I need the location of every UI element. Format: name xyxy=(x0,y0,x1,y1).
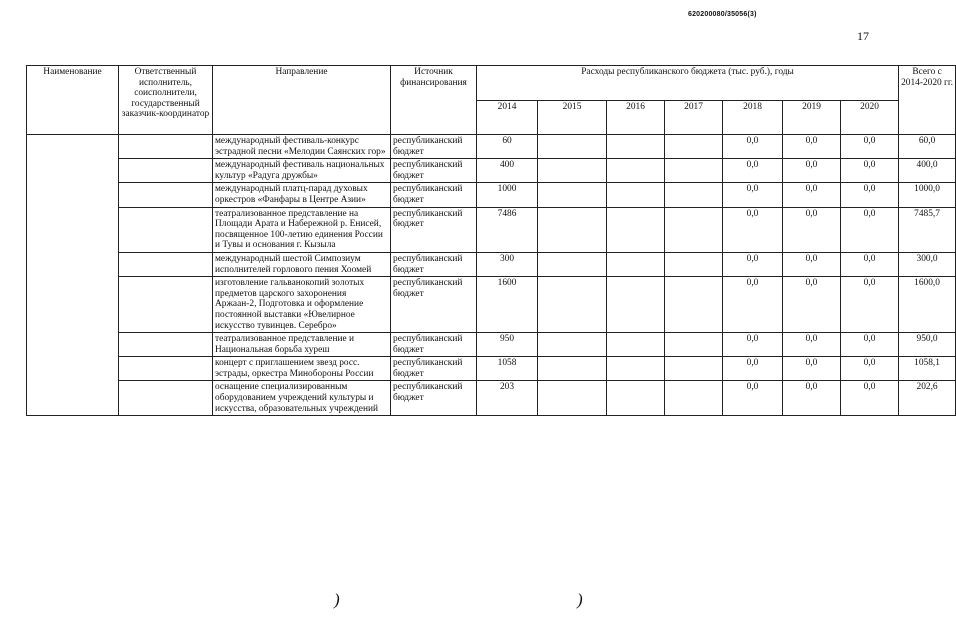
value-cell: 0,0 xyxy=(841,333,899,357)
total-cell: 1600,0 xyxy=(899,277,956,333)
value-cell xyxy=(607,357,665,381)
value-cell xyxy=(665,135,723,159)
value-cell: 0,0 xyxy=(783,252,841,276)
document-id: 620200080/35056(3) xyxy=(688,11,757,18)
header-year: 2015 xyxy=(538,100,607,135)
direction-cell: международный платц-парад духовых оркестров «Фанфары в Центре Азии» xyxy=(213,183,391,207)
total-cell: 300,0 xyxy=(899,252,956,276)
total-cell: 950,0 xyxy=(899,333,956,357)
direction-cell: оснащение специализированным оборудованием учреждений культуры и искусства, образовательных учреждений xyxy=(213,381,391,416)
value-cell: 0,0 xyxy=(841,381,899,416)
value-cell xyxy=(538,135,607,159)
table-row xyxy=(27,333,956,357)
value-cell xyxy=(538,252,607,276)
header-expenses: Расходы республиканского бюджета (тыс. руб.), годы xyxy=(477,66,899,101)
direction-cell: международный фестиваль-конкурс эстрадной песни «Мелодии Саянских гор» xyxy=(213,135,391,159)
value-cell xyxy=(665,183,723,207)
value-cell: 0,0 xyxy=(783,207,841,252)
header-year: 2019 xyxy=(783,100,841,135)
handwritten-mark: ) xyxy=(577,590,583,609)
header-row xyxy=(27,66,956,101)
value-cell: 0,0 xyxy=(783,135,841,159)
value-cell xyxy=(538,357,607,381)
value-cell: 0,0 xyxy=(841,183,899,207)
responsible-cell xyxy=(119,381,213,416)
header-year: 2016 xyxy=(607,100,665,135)
header-year: 2018 xyxy=(723,100,783,135)
source-cell: республиканский бюджет xyxy=(391,357,477,381)
value-cell: 0,0 xyxy=(783,183,841,207)
total-cell: 400,0 xyxy=(899,159,956,183)
header-source: Источник финансирования xyxy=(391,66,477,135)
value-cell xyxy=(665,333,723,357)
source-cell: республиканский бюджет xyxy=(391,207,477,252)
header-total: Всего с 2014-2020 гг. xyxy=(899,66,956,135)
value-cell: 0,0 xyxy=(723,135,783,159)
value-cell: 7486 xyxy=(477,207,538,252)
source-cell: республиканский бюджет xyxy=(391,135,477,159)
value-cell xyxy=(607,183,665,207)
value-cell: 0,0 xyxy=(723,277,783,333)
total-cell: 1058,1 xyxy=(899,357,956,381)
header-year: 2017 xyxy=(665,100,723,135)
value-cell: 0,0 xyxy=(783,277,841,333)
name-cell xyxy=(27,135,119,416)
total-cell: 1000,0 xyxy=(899,183,956,207)
responsible-cell xyxy=(119,135,213,159)
value-cell: 0,0 xyxy=(723,333,783,357)
value-cell: 0,0 xyxy=(783,381,841,416)
value-cell: 950 xyxy=(477,333,538,357)
table-row xyxy=(27,357,956,381)
header-responsible: Ответственный исполнитель, соисполнители, государственный заказчик-координатор xyxy=(119,66,213,135)
value-cell xyxy=(607,135,665,159)
value-cell: 0,0 xyxy=(841,277,899,333)
value-cell: 60 xyxy=(477,135,538,159)
responsible-cell xyxy=(119,207,213,252)
responsible-cell xyxy=(119,277,213,333)
value-cell xyxy=(665,207,723,252)
value-cell xyxy=(607,159,665,183)
value-cell xyxy=(538,183,607,207)
budget-table xyxy=(26,65,956,416)
direction-cell: международный шестой Симпозиум исполнителей горлового пения Хоомей xyxy=(213,252,391,276)
value-cell: 0,0 xyxy=(723,207,783,252)
value-cell: 0,0 xyxy=(723,357,783,381)
direction-cell: изготовление гальванокопий золотых предметов царского захоронения Аржаан-2, Подготовка и оформление постоянной выставки «Ювелирное искусство тувинцев. Серебро» xyxy=(213,277,391,333)
value-cell xyxy=(538,333,607,357)
value-cell xyxy=(538,381,607,416)
source-cell: республиканский бюджет xyxy=(391,252,477,276)
direction-cell: концерт с приглашением звезд росс. эстрады, оркестра Минобороны России xyxy=(213,357,391,381)
value-cell: 0,0 xyxy=(841,252,899,276)
value-cell xyxy=(665,357,723,381)
table-row xyxy=(27,252,956,276)
value-cell: 0,0 xyxy=(841,159,899,183)
direction-cell: театрализованное представление на Площади Арата и Набережной р. Енисей, посвященное 100-летию единения России и Тувы и основания г. Кызыла xyxy=(213,207,391,252)
value-cell: 0,0 xyxy=(841,207,899,252)
value-cell: 0,0 xyxy=(841,357,899,381)
value-cell: 0,0 xyxy=(723,252,783,276)
responsible-cell xyxy=(119,357,213,381)
handwritten-mark: ) xyxy=(334,590,340,609)
table-row xyxy=(27,207,956,252)
value-cell: 0,0 xyxy=(783,333,841,357)
table-body xyxy=(27,66,956,416)
value-cell xyxy=(607,381,665,416)
value-cell: 1000 xyxy=(477,183,538,207)
value-cell: 0,0 xyxy=(783,357,841,381)
value-cell: 1600 xyxy=(477,277,538,333)
value-cell: 0,0 xyxy=(723,183,783,207)
value-cell xyxy=(665,277,723,333)
source-cell: республиканский бюджет xyxy=(391,333,477,357)
source-cell: республиканский бюджет xyxy=(391,277,477,333)
value-cell xyxy=(607,277,665,333)
total-cell: 202,6 xyxy=(899,381,956,416)
header-year: 2014 xyxy=(477,100,538,135)
page-number: 17 xyxy=(857,29,869,43)
direction-cell: международный фестиваль национальных культур «Радуга дружбы» xyxy=(213,159,391,183)
responsible-cell xyxy=(119,159,213,183)
total-cell: 7485,7 xyxy=(899,207,956,252)
value-cell: 400 xyxy=(477,159,538,183)
table-row xyxy=(27,277,956,333)
direction-cell: театрализованное представление и Национальная борьба хуреш xyxy=(213,333,391,357)
header-year: 2020 xyxy=(841,100,899,135)
source-cell: республиканский бюджет xyxy=(391,183,477,207)
source-cell: республиканский бюджет xyxy=(391,381,477,416)
value-cell xyxy=(607,333,665,357)
table-row xyxy=(27,135,956,159)
responsible-cell xyxy=(119,183,213,207)
value-cell xyxy=(665,252,723,276)
value-cell xyxy=(538,207,607,252)
header-direction: Направление xyxy=(213,66,391,135)
value-cell: 0,0 xyxy=(723,381,783,416)
value-cell: 1058 xyxy=(477,357,538,381)
value-cell: 203 xyxy=(477,381,538,416)
responsible-cell xyxy=(119,252,213,276)
value-cell xyxy=(607,207,665,252)
value-cell: 0,0 xyxy=(723,159,783,183)
responsible-cell xyxy=(119,333,213,357)
value-cell xyxy=(607,252,665,276)
value-cell xyxy=(665,159,723,183)
total-cell: 60,0 xyxy=(899,135,956,159)
table-row xyxy=(27,183,956,207)
header-name: Наименование xyxy=(27,66,119,135)
value-cell: 0,0 xyxy=(783,159,841,183)
value-cell: 0,0 xyxy=(841,135,899,159)
value-cell xyxy=(538,277,607,333)
value-cell xyxy=(665,381,723,416)
table-row xyxy=(27,159,956,183)
source-cell: республиканский бюджет xyxy=(391,159,477,183)
value-cell: 300 xyxy=(477,252,538,276)
value-cell xyxy=(538,159,607,183)
table-row xyxy=(27,381,956,416)
